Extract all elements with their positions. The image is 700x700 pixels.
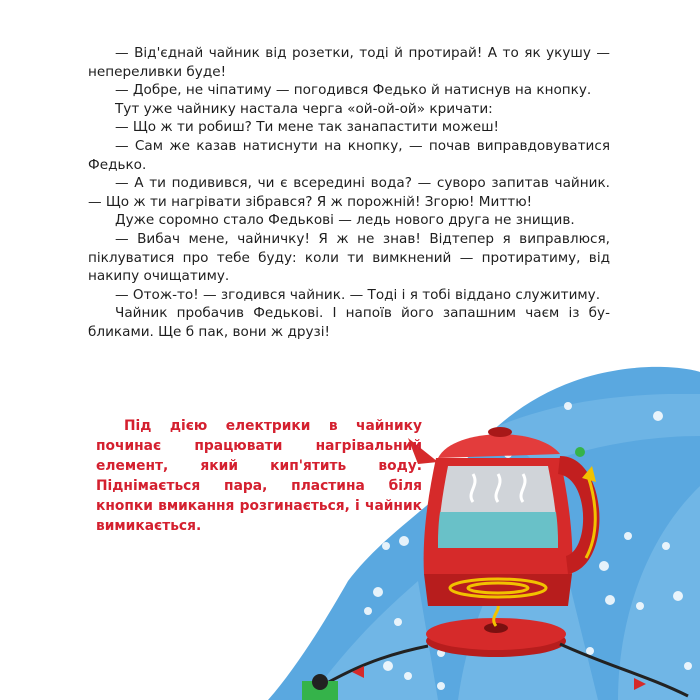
story-paragraph: — Вибач мене, чайничку! Я ж не знав! Відтепер я виправлюся, піклуватися про тебе буду: коли ти вимкнений — протиратиму, від накипу очищатиму. bbox=[88, 230, 610, 285]
fact-text: Під дією електрики в чайнику починає працювати нагрівальний елемент, який кип'ятить воду. Піднімається пара, пластина біля кнопки вмикання розгинається, і чайник вимикається. bbox=[96, 418, 422, 534]
story-paragraph: — Що ж ти робиш? Ти мене так занапастити можеш! bbox=[115, 119, 499, 136]
story-paragraph: Тут уже чайнику настала черга «ой-ой-ой» кричати: bbox=[115, 100, 493, 117]
story-paragraph: Дуже соромно стало Федькові — ледь нового друга не знищив. bbox=[115, 212, 575, 229]
story-paragraph: — Отож-то! — згодився чайник. — Тоді і я тобі віддано служитиму. bbox=[115, 286, 601, 303]
story-paragraph: — Від'єднай чайник від розетки, тоді й протирай! А то як укушу — непереливки буде! bbox=[88, 45, 610, 80]
story-paragraph: Чайник пробачив Федькові. І напоїв його запашним чаєм із бубликами. Ще б пак, вони ж друзі! bbox=[88, 305, 610, 340]
story-paragraph: — А ти подивився, чи є всередині вода? — суворо запитав чайник. — Що ж ти нагрівати зібрався? Я ж порожній! Згорю! Миттю! bbox=[88, 175, 610, 210]
story-text bbox=[88, 44, 610, 342]
story-paragraph: — Добре, не чіпатиму — погодився Федько й натиснув на кнопку. bbox=[115, 82, 592, 99]
story-paragraph: — Сам же казав натиснути на кнопку, — почав виправдовуватися Федько. bbox=[88, 137, 610, 173]
water bbox=[438, 512, 558, 548]
fact-box bbox=[96, 416, 422, 536]
